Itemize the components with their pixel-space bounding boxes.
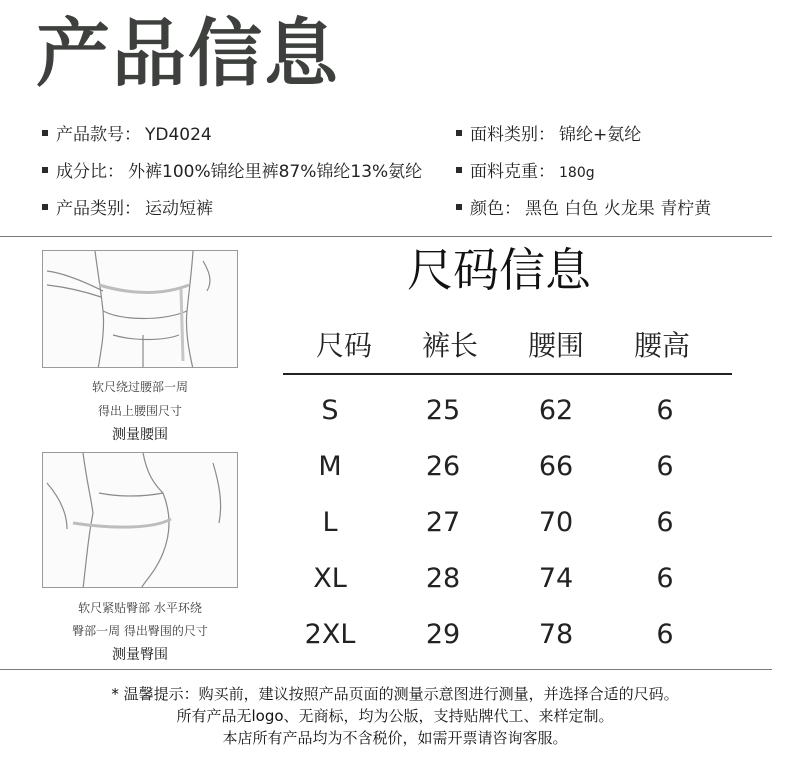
info-value: YD4024 xyxy=(145,125,212,145)
info-composition xyxy=(42,161,422,183)
note-line-3: 本店所有产品均为不含税价，如需开票请咨询客服。 xyxy=(222,729,568,747)
info-fabric-type xyxy=(456,124,641,146)
table-cell-length: 26 xyxy=(425,451,461,482)
header-waist-height: 腰高 xyxy=(633,329,690,362)
divider-bottom xyxy=(0,669,772,670)
info-label: 产品款号： xyxy=(56,125,141,145)
notes xyxy=(0,683,790,749)
table-cell-size: 2XL xyxy=(304,619,356,650)
waist-caption-line2: 得出上腰围尺寸 xyxy=(97,404,182,418)
hip-caption-title: 测量臀围 xyxy=(112,647,168,663)
info-value: 180g xyxy=(559,165,595,181)
table-cell-waist-height: 6 xyxy=(656,563,674,594)
bullet-icon xyxy=(456,130,462,136)
waist-caption-line1: 软尺绕过腰部一周 xyxy=(91,380,188,394)
waist-caption-title: 测量腰围 xyxy=(112,427,168,443)
waist-figure-icon xyxy=(43,251,238,368)
table-cell-waist: 70 xyxy=(538,507,574,538)
info-label: 成分比： xyxy=(56,162,124,182)
info-colors xyxy=(456,198,711,220)
table-cell-size: S xyxy=(321,395,339,426)
info-value: 外裤100%锦纶里裤87%锦纶13%氨纶 xyxy=(128,162,423,182)
table-cell-waist-height: 6 xyxy=(656,451,674,482)
header-size: 尺码 xyxy=(315,329,372,362)
bullet-icon xyxy=(42,204,48,210)
bullet-icon xyxy=(456,204,462,210)
table-cell-length: 25 xyxy=(425,395,461,426)
hip-caption-line1: 软尺紧贴臀部 水平环绕 xyxy=(78,601,202,615)
table-cell-size: L xyxy=(322,507,338,538)
table-cell-waist: 74 xyxy=(538,563,574,594)
bullet-icon xyxy=(456,167,462,173)
table-header-divider xyxy=(283,373,732,375)
hip-caption-line2: 臀部一周 得出臀围的尺寸 xyxy=(72,624,208,638)
table-cell-waist-height: 6 xyxy=(656,395,674,426)
info-label: 产品类别： xyxy=(56,199,141,219)
info-label: 颜色： xyxy=(470,199,521,219)
hip-measure-illustration xyxy=(42,452,238,588)
info-category xyxy=(42,198,213,220)
info-label: 面料克重： xyxy=(470,162,555,182)
page-title: 产品信息 xyxy=(36,11,340,97)
table-cell-waist: 66 xyxy=(538,451,574,482)
info-value: 运动短裤 xyxy=(145,199,213,219)
bullet-icon xyxy=(42,167,48,173)
table-cell-length: 28 xyxy=(425,563,461,594)
info-value: 黑色 白色 火龙果 青柠黄 xyxy=(525,199,712,219)
info-value: 锦纶+氨纶 xyxy=(559,125,642,145)
hip-figure-icon xyxy=(43,453,238,588)
waist-measure-illustration xyxy=(42,250,238,368)
table-cell-waist-height: 6 xyxy=(656,619,674,650)
info-model xyxy=(42,124,212,146)
header-length: 裤长 xyxy=(421,329,478,362)
info-label: 面料类别： xyxy=(470,125,555,145)
table-cell-size: XL xyxy=(313,563,347,594)
table-cell-length: 29 xyxy=(425,619,461,650)
divider-top xyxy=(0,236,772,237)
table-cell-waist: 78 xyxy=(538,619,574,650)
table-cell-waist-height: 6 xyxy=(656,507,674,538)
info-fabric-weight xyxy=(456,161,595,184)
bullet-icon xyxy=(42,130,48,136)
header-waist: 腰围 xyxy=(527,329,584,362)
table-cell-waist: 62 xyxy=(538,395,574,426)
table-cell-size: M xyxy=(318,451,342,482)
note-line-1: * 温馨提示：购买前，建议按照产品页面的测量示意图进行测量，并选择合适的尺码。 xyxy=(111,685,679,703)
size-table-title: 尺码信息 xyxy=(407,243,591,297)
note-line-2: 所有产品无logo、无商标，均为公版，支持贴牌代工、来样定制。 xyxy=(176,707,614,725)
table-cell-length: 27 xyxy=(425,507,461,538)
